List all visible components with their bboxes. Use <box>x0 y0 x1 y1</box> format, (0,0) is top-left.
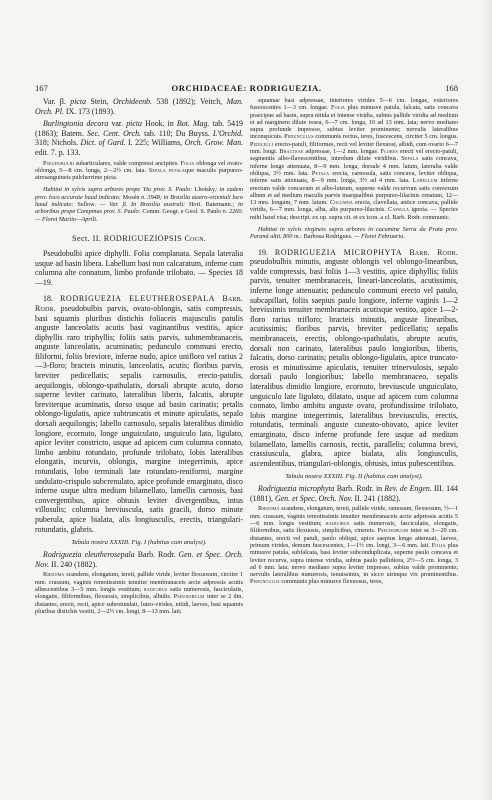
text-run: III. 144 (1881), <box>250 484 458 503</box>
small-caps-run: Sepala petala <box>148 166 186 174</box>
small-caps-run: Pedunculus <box>284 133 314 141</box>
italic-run: . — Floret Februario. <box>350 233 405 241</box>
text-run: tab. 5419 (1863); Batem. <box>35 119 243 138</box>
text-run: inter se 3—20 cm. distantes, erecti vel patuli, paulo obliqui, apice saepius longe attenuati, laeves, primum virides, demum fuscescentes, 1—1½ cm. longi, 3—6 mm. lati. <box>250 527 458 549</box>
small-caps-run: Labellum <box>412 177 438 185</box>
text-run: 538 (1892); Veitch, <box>151 97 227 106</box>
italic-run: Rev. de Engen. <box>384 484 432 494</box>
text-run: Hook. in <box>141 119 177 129</box>
small-caps-run: Rhizoma <box>43 571 65 579</box>
text-run: pseudobulbis minutis, anguste oblongis vel oblongo-linearibus, valde compressis, basi foliis 1—3 vestitis, apice diphyllis; foliis parvis, tenuiter membranaceis, lineari-lanceolatis, acutissimis, inferne longe attenuatis; pedunculo communi erecto vel patulo, subcapillari, foliis saepius paulo longiore, inferne vaginis 1—2 brevissimis tenuiter membranaceis acutisque vestito, apice 1—2-floro rarius trifloro; bracteis minutis, anguste linearibus, acutissimis; floribus parvis, breviter pedicellatis; sepalis membranaceis, erectis, oblongo-spathulatis, abrupte acutis, dorsali non carinato, lateralibus paulo longioribus, liberis, falcatis, dorso carinatis; petalis oblongo-ligulatis, apice truncato-erosis et minutissime apiculatis, tenuiter trinervulosis, sepalo dorsali paulo longioribus; labello membranaceo, sepalis lateralibus dimidio longiore, ecornuto, breviuscule unguiculato, unguiculo late ligulato, dilatato, usque ad apicem cum columna connato, limbo ambitu anguste ovato, profundissime trilobato, lobis margine integerrimis, lateralibus breviusculis, erectis, rotundatis, terminali anguste cuneato-obovato, apice leviter emarginato, disco inferne profunde fere usque ad medium bilamellato, lamellis carnosis, rectis, parallelis; columna brevi, crassiuscula, glabra, apice bialata, alis longiusculis, ascendentibus, triangulari-oblongis, obtusis, intus pubescentibus. <box>250 257 458 468</box>
italic-run: ; in eadem prov. loco accurate haud indicato: <box>35 186 243 201</box>
italic-run: Burlingtonia decora <box>43 119 109 129</box>
text-run: inferne erectum valde concavum et albo-luteum, superne valde recurvum satis convexum album et ad medium maculis parvis inaequalibus purpureo-lilacinis ornatum, 12—13 mm. longum, 7 mm. latum. <box>250 177 458 207</box>
italic-run: Tabula nostra XXXIII. Fig. I (habitus cum analysi). <box>71 539 207 547</box>
section-heading <box>35 234 243 244</box>
description-note <box>35 160 243 182</box>
text-run: Barb. Rodr. <box>134 550 179 560</box>
plate-caption <box>250 473 458 481</box>
text-run: Mosén <box>122 193 140 201</box>
text-run: inter se 2 dm. distantes, erecti, recti, apice subrotundati, luteo-virides, nitidi, laeves, basi squamis pluribus distichis vestiti, 2—2½ cm. longi, 8—13 mm. lati; <box>35 593 243 615</box>
small-caps-run: Capsula <box>388 206 410 214</box>
small-caps-run: Barb. Rodr. <box>35 294 243 313</box>
text-run: oblonga vel ovato-oblonga, 5—8 cm. longa, 2—2½ cm. lata. <box>35 159 243 174</box>
text-run: 318; Nichols. <box>35 138 81 148</box>
small-caps-run: Pseudobulbi <box>377 527 409 535</box>
body-paragraph <box>35 249 243 287</box>
small-caps-run: Cogn. <box>184 233 207 243</box>
italic-run: Bot. Mag. <box>176 119 210 129</box>
small-caps-run: Bracteae <box>279 148 304 156</box>
text-run: adpressae, 1—2 mm. longae. <box>303 148 381 156</box>
italic-run: Gen. et Spec. Orch. Nov. <box>274 493 353 503</box>
small-caps-run: Pedicelli <box>250 140 274 148</box>
description-note <box>250 505 458 585</box>
text-run: subarticulares, valde compressi ancipites. <box>73 159 181 167</box>
small-caps-run: Folia <box>431 541 446 549</box>
italic-run: Sec. Cent. Orch. <box>87 128 141 138</box>
habitat-note <box>35 186 243 222</box>
left-column <box>35 97 243 787</box>
small-caps-run: Folia <box>180 159 195 167</box>
text-run: Lhotsky <box>194 186 215 194</box>
habitat-note <box>250 226 458 241</box>
text-run: II. 240 (1882). <box>49 559 98 569</box>
text-run: Comm. Geogr. e Geol. S. Paulo <box>142 208 222 216</box>
italic-run: Dict. of Gard. <box>80 138 126 148</box>
italic-run: Orch. Grow. Man. <box>184 138 243 148</box>
italic-run: Gen. et Spec. Orch. Nov. <box>35 550 243 569</box>
small-caps-run: Columna <box>329 199 353 207</box>
text-run: IX. 173 (1893). <box>63 106 115 116</box>
small-caps-run: Pedunculus <box>250 578 280 586</box>
text-run: 19. <box>258 247 275 257</box>
italic-run: L'Orchid. <box>212 128 243 138</box>
small-caps-run: Sepala <box>401 155 419 163</box>
italic-run: n. 3948; in Brasilia austro-orientali loco haud indicato: <box>35 193 243 209</box>
text-run: Stein, <box>86 97 114 106</box>
text-run: I. 225; Williams, <box>125 138 185 148</box>
text-run: Var. β. <box>43 97 71 106</box>
text-run: satis numerosis, fasciculatis, elongatis, filiformibus, flexuosis, simplicibus, albidis. <box>35 585 243 601</box>
italic-run: picta <box>126 119 142 129</box>
text-run: squamae basi adpressae, interiores virides 5—6 cm. longae, exteriores fuscescentes 1—3 cm. longae. <box>250 97 458 112</box>
citation-paragraph <box>250 484 458 503</box>
text-run: Sellow <box>77 201 95 209</box>
italic-run: picta <box>70 97 87 106</box>
text-run: ignota. — Species mihi haud visa; descript. ex op. supra cit. et ex icon. a cl. Barb. Rodr. communic. <box>250 206 458 221</box>
italic-run: ; in arboribus prope Campinas prov. S. Paulo: <box>35 201 243 216</box>
text-run: scandens, elongatum, tereti, pallide viride, leviter flexuosum, circiter 1 mm. crassum, vaginis remotissimis tenuiter membranaceis arcte adpressis acutis albescentibus 3—5 mm. longis vestitum; <box>35 571 243 593</box>
text-run: tab. 110; Du Buyss. <box>141 128 213 138</box>
italic-run: Habitat in sylvis supra arbores prope Ytu prov. S. Paulo: <box>43 186 195 194</box>
text-run: communis rectus, teres, fuscescens, circiter 5 cm. longus. <box>313 133 458 141</box>
description-note <box>250 97 458 221</box>
text-run: satis concava, inferne longe attenuata, 8—9 mm. longa, dorsale 4 mm. latum, lateralia valde obliqua, 3½ mm. lata. <box>250 155 458 177</box>
small-caps-run: Barb. Rodr. <box>409 247 458 257</box>
text-run: erecta, clavellata, antice concava, pallide viridis, 6—7 mm. longa, alba, alis purpureo-lilacinis. <box>250 199 458 214</box>
text-run: edit. 7. p. 133. <box>35 147 81 157</box>
text-run: Barb. Rodr. in <box>334 484 385 494</box>
right-column <box>250 97 458 787</box>
text-run: scandens, elongatum, tereti, pallide viride, ramosum, flexuosum, ½—1 mm. crassum, vaginis remotissimis tenuiter membranaceis arcte adpressis acutis 5—6 mm. longis vestitum; <box>250 505 458 528</box>
text-run: communis plus minusve flexuosus, teres, <box>279 578 383 586</box>
text-run: erecto-patuli, filiformes, recti vel leviter flexuosi, albidi, cum ovario 6—7 mm. longi. <box>250 140 458 156</box>
text-run: plus minusve patula, falcata, satis concava praecipue ad basin, supra nitida et intense viridia, subtus pallide viridia ad medium et ad marginem dilute rosea, 6—7 cm. longa, 10 ad 13 mm. lata; nervo mediano supra profunde impresso, subtus leviter prominente; nervulis lateralibus inconspicuis. <box>250 104 458 141</box>
text-run: pseudobulbis parvis, ovato-oblongis, satis compressis, basi squamis pluribus distichis foliaceis majusculis patulis anguste lanceolatis acutis basi vaginantibus vestitis, apice diphyllis raro triphyllis; foliis satis parvis, submembranaceis, anguste lanceolatis, acuminatis; pedunculo communi erecto, filiformi, foliis breviore, inferne nudo, apice unifloro vel rarius 2—3-floro; bracteis minutis, lanceolatis, acutis; floribus parvis, breviter pedicellatis; sepalis carnosulis, erecto-patulis, aequilongis, oblongo-spathulatis, dorsali abrupte acuto, dorso superne leviter carinato, lateralibus liberis, falcatis, abrupte breviterque acuminatis, dorso usque ad basin carinatis; petalis oblongo-ligulatis, apice subtruncatis et minute apiculatis, sepalo dorsali aequilongis; labello carnosulo, sepalis lateralibus dimidio longiore, ecornuto, longe unguiculato, unguiculo lato, ligulato, apice leviter constricto, usque ad apicem cum columna connato, limbo ambitu rotundato, profunde trilobato, lobis lateralibus elongatis, incurvis, oblongis, margine integerrimis, apice rotundatis, lobo terminali late rotundato-reniformi, margine undulato-crispulo subcrenulato, apice profunde emarginato, disco inferne usque ultra medium bilamellato, lamellis carnosis, basi convergentibus, apice obtusis leviter divergentibus, intus villosulis; columna breviuscula, satis gracili, dorso minute puberula, apice bialata, alis longiusculis, erectis, triangulari-rotundatis, glabris. <box>35 303 243 534</box>
species-diagnosis <box>250 248 458 469</box>
small-caps-run: Petala <box>311 169 330 177</box>
text-run: Hort. Batemann. <box>188 201 233 209</box>
text-run: Sect. II. RODRIGUEZIOPSIS <box>71 233 185 243</box>
text-run: Pseudobulbi apice diphylli. Folia complanata. Sepala lateralia usque ad basin libera. Labellum basi non calcaratum, inferne cum columna alte connatum, limbo profunde trilobato. — Species 18—19. <box>35 248 243 287</box>
italic-run: Habitat in sylvis virgineis supra arbores in cacumine Serra da Prata prov. Paraná altit. 800 m.: <box>250 226 458 241</box>
page-number-right: 168 <box>445 83 458 93</box>
text-run: satis numerosis, fasciculatis, elongatis, filiformibus, satis flexuosis, simplicibus, cinereis. <box>250 520 458 535</box>
italic-run: n. 2260. — Floret Martio—Aprili. <box>35 208 243 223</box>
small-caps-run: Folia <box>330 104 345 112</box>
species-diagnosis <box>35 294 243 534</box>
citation-paragraph <box>35 119 243 157</box>
small-caps-run: Rhizoma <box>258 505 280 513</box>
italic-run: Man. Orch. Pl. <box>35 97 243 116</box>
italic-run: Tabula nostra XXXIII. Fig. II (habitus cum analysi). <box>285 473 423 481</box>
spaced-caps-run: RODRIGUEZIA ELEUTHEROSEPALA <box>60 294 216 304</box>
small-caps-run: Pseudobulbi <box>173 593 205 601</box>
text-run: que maculis purpureo-atrosanguineis pulcherrime picta. <box>35 166 243 182</box>
italic-run: . — Var. β. In Brasilia australi: <box>94 201 189 209</box>
running-head-title: ORCHIDACEAE: RODRIGUEZIA. <box>171 83 322 93</box>
running-header <box>35 83 458 95</box>
text-run: 18. <box>43 294 61 304</box>
text-run: II. 241 (1882). <box>352 493 401 503</box>
description-note <box>35 571 243 615</box>
text-run: plus minusve patula, subfalcata, basi leviter subconduplicata, superne paulo concava et leviter recurva, supra intense viridia, subtus paulo pallidiora, 2½—5 cm. longa, 3 ad 6 mm. lata; nervo mediano supra leviter impresso, subtus valde prominente; nervulis lateralibus numerosis, tenuissimis, in sicco utrinque vix prominentibus. <box>250 541 458 579</box>
text-run: erecta, carnosula, satis concava, leviter obliqua, inferne satis attenuata, 8—9 mm. longa, 3½ ad 4 mm. lata. <box>250 169 458 185</box>
page-number-left: 167 <box>35 83 48 93</box>
text-run: erecti vel erecto-patuli, segmentis albo-flavescentibus, interdum dilute viridibus. <box>250 148 458 163</box>
text-run: Barbosa Rodrigues <box>303 233 351 241</box>
small-caps-run: Pseudobulbi <box>43 159 74 167</box>
plate-caption <box>35 539 243 547</box>
body-paragraph <box>35 97 243 116</box>
italic-run: Orchideenb. <box>113 97 152 106</box>
small-caps-run: Flores <box>380 148 398 156</box>
text-run: var. <box>108 119 127 129</box>
italic-run: Rodriguezia eleutherosepala <box>43 550 135 560</box>
spaced-caps-run: RODRIGUEZIA MICROPHYTA <box>274 247 403 257</box>
small-caps-run: radicibus <box>143 585 168 593</box>
small-caps-run: radicibus <box>326 520 350 528</box>
italic-run: Rodriguezia microphyta <box>258 484 335 494</box>
citation-paragraph <box>35 550 243 569</box>
